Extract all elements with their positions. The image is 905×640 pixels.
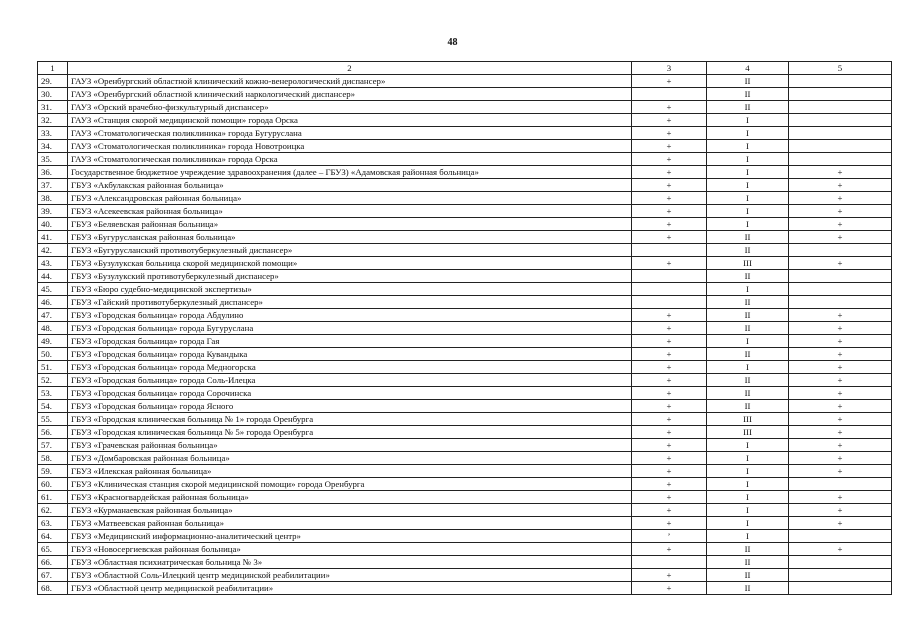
table-row bbox=[38, 166, 892, 179]
level-value: I bbox=[707, 114, 789, 127]
level-value: II bbox=[707, 309, 789, 322]
row-number: 47. bbox=[38, 309, 68, 322]
column-5-mark: + bbox=[789, 387, 892, 400]
table-row bbox=[38, 413, 892, 426]
facility-name: ГБУЗ «Бузулукский противотуберкулезный диспансер» bbox=[68, 270, 632, 283]
column-3-mark: + bbox=[632, 582, 707, 595]
level-value: I bbox=[707, 192, 789, 205]
level-value: II bbox=[707, 374, 789, 387]
column-header-2: 2 bbox=[68, 62, 632, 75]
facility-name: ГБУЗ «Матвеевская районная больница» bbox=[68, 517, 632, 530]
column-3-mark: + bbox=[632, 478, 707, 491]
column-3-mark: + bbox=[632, 439, 707, 452]
row-number: 64. bbox=[38, 530, 68, 543]
column-header-5: 5 bbox=[789, 62, 892, 75]
column-3-mark: + bbox=[632, 569, 707, 582]
level-value: II bbox=[707, 231, 789, 244]
row-number: 40. bbox=[38, 218, 68, 231]
column-3-mark: + bbox=[632, 140, 707, 153]
facility-name: ГБУЗ «Бюро судебно-медицинской экспертизы» bbox=[68, 283, 632, 296]
row-number: 56. bbox=[38, 426, 68, 439]
column-5-mark: + bbox=[789, 179, 892, 192]
facility-name: ГБУЗ «Илекская районная больница» bbox=[68, 465, 632, 478]
column-3-mark: + bbox=[632, 218, 707, 231]
column-3-mark: + bbox=[632, 361, 707, 374]
column-5-mark: + bbox=[789, 439, 892, 452]
table-row bbox=[38, 530, 892, 543]
facility-name: ГБУЗ «Областной центр медицинской реабилитации» bbox=[68, 582, 632, 595]
facilities-table bbox=[37, 61, 892, 595]
table-row bbox=[38, 283, 892, 296]
column-5-mark bbox=[789, 153, 892, 166]
column-3-mark: + bbox=[632, 309, 707, 322]
table-row bbox=[38, 192, 892, 205]
column-3-mark: + bbox=[632, 465, 707, 478]
facility-name: ГБУЗ «Городская больница» города Кувандыка bbox=[68, 348, 632, 361]
facility-name: ГАУЗ «Стоматологическая поликлиника» города Бугуруслана bbox=[68, 127, 632, 140]
level-value: II bbox=[707, 400, 789, 413]
column-3-mark: ’ bbox=[632, 530, 707, 543]
row-number: 51. bbox=[38, 361, 68, 374]
row-number: 52. bbox=[38, 374, 68, 387]
level-value: I bbox=[707, 127, 789, 140]
table-row bbox=[38, 88, 892, 101]
row-number: 42. bbox=[38, 244, 68, 257]
row-number: 59. bbox=[38, 465, 68, 478]
column-5-mark: + bbox=[789, 491, 892, 504]
table-row bbox=[38, 218, 892, 231]
table-row bbox=[38, 361, 892, 374]
facility-name: ГБУЗ «Бузулукская больница скорой медицинской помощи» bbox=[68, 257, 632, 270]
facility-name: ГБУЗ «Городская больница» города Соль-Илецка bbox=[68, 374, 632, 387]
facility-name: ГБУЗ «Александровская районная больница» bbox=[68, 192, 632, 205]
column-3-mark: + bbox=[632, 257, 707, 270]
column-5-mark bbox=[789, 101, 892, 114]
column-3-mark bbox=[632, 556, 707, 569]
level-value: II bbox=[707, 387, 789, 400]
facility-name: ГБУЗ «Городская клиническая больница № 1» города Оренбурга bbox=[68, 413, 632, 426]
facility-name: ГБУЗ «Красногвардейская районная больница» bbox=[68, 491, 632, 504]
row-number: 37. bbox=[38, 179, 68, 192]
level-value: I bbox=[707, 218, 789, 231]
column-5-mark: + bbox=[789, 361, 892, 374]
row-number: 32. bbox=[38, 114, 68, 127]
level-value: I bbox=[707, 465, 789, 478]
facility-name: ГБУЗ «Курманаевская районная больница» bbox=[68, 504, 632, 517]
column-3-mark: + bbox=[632, 426, 707, 439]
level-value: II bbox=[707, 270, 789, 283]
column-5-mark bbox=[789, 244, 892, 257]
row-number: 43. bbox=[38, 257, 68, 270]
column-3-mark bbox=[632, 283, 707, 296]
level-value: II bbox=[707, 75, 789, 88]
column-5-mark: + bbox=[789, 465, 892, 478]
table-row bbox=[38, 153, 892, 166]
row-number: 53. bbox=[38, 387, 68, 400]
table-row bbox=[38, 569, 892, 582]
column-3-mark: + bbox=[632, 400, 707, 413]
table-row bbox=[38, 101, 892, 114]
column-3-mark: + bbox=[632, 153, 707, 166]
column-5-mark: + bbox=[789, 517, 892, 530]
facility-name: ГБУЗ «Асекеевская районная больница» bbox=[68, 205, 632, 218]
row-number: 34. bbox=[38, 140, 68, 153]
table-row bbox=[38, 582, 892, 595]
table-row bbox=[38, 75, 892, 88]
facility-name: ГБУЗ «Городская больница» города Медногорска bbox=[68, 361, 632, 374]
facility-name: ГБУЗ «Бугурусланская районная больница» bbox=[68, 231, 632, 244]
level-value: I bbox=[707, 439, 789, 452]
facility-name: ГБУЗ «Городская клиническая больница № 5» города Оренбурга bbox=[68, 426, 632, 439]
facility-name: ГАУЗ «Стоматологическая поликлиника» города Орска bbox=[68, 153, 632, 166]
row-number: 35. bbox=[38, 153, 68, 166]
facility-name: ГАУЗ «Стоматологическая поликлиника» города Новотроицка bbox=[68, 140, 632, 153]
column-3-mark: + bbox=[632, 374, 707, 387]
column-5-mark bbox=[789, 569, 892, 582]
table-row bbox=[38, 465, 892, 478]
table-row bbox=[38, 517, 892, 530]
facility-name: ГБУЗ «Беляевская районная больница» bbox=[68, 218, 632, 231]
column-3-mark: + bbox=[632, 491, 707, 504]
column-5-mark bbox=[789, 283, 892, 296]
table-row bbox=[38, 374, 892, 387]
column-5-mark: + bbox=[789, 400, 892, 413]
level-value: I bbox=[707, 205, 789, 218]
column-5-mark bbox=[789, 88, 892, 101]
column-5-mark bbox=[789, 75, 892, 88]
row-number: 31. bbox=[38, 101, 68, 114]
facility-name: ГАУЗ «Оренбургский областной клинический наркологический диспансер» bbox=[68, 88, 632, 101]
table-row bbox=[38, 426, 892, 439]
column-header-3: 3 bbox=[632, 62, 707, 75]
column-3-mark: + bbox=[632, 179, 707, 192]
facility-name: ГБУЗ «Областной Соль-Илецкий центр медицинской реабилитации» bbox=[68, 569, 632, 582]
column-3-mark: + bbox=[632, 322, 707, 335]
facility-name: ГБУЗ «Клиническая станция скорой медицинской помощи» города Оренбурга bbox=[68, 478, 632, 491]
row-number: 61. bbox=[38, 491, 68, 504]
column-5-mark: + bbox=[789, 192, 892, 205]
page-number: 48 bbox=[447, 37, 458, 48]
row-number: 44. bbox=[38, 270, 68, 283]
column-5-mark bbox=[789, 582, 892, 595]
level-value: I bbox=[707, 478, 789, 491]
facility-name: ГБУЗ «Городская больница» города Гая bbox=[68, 335, 632, 348]
level-value: II bbox=[707, 582, 789, 595]
row-number: 41. bbox=[38, 231, 68, 244]
table-row bbox=[38, 296, 892, 309]
level-value: I bbox=[707, 335, 789, 348]
facility-name: ГБУЗ «Новосергиевская районная больница» bbox=[68, 543, 632, 556]
table-row bbox=[38, 452, 892, 465]
column-3-mark: + bbox=[632, 517, 707, 530]
facility-name: Государственное бюджетное учреждение здравоохранения (далее – ГБУЗ) «Адамовская районная больница» bbox=[68, 166, 632, 179]
facility-name: ГБУЗ «Домбаровская районная больница» bbox=[68, 452, 632, 465]
level-value: I bbox=[707, 140, 789, 153]
table-row bbox=[38, 205, 892, 218]
table-row bbox=[38, 491, 892, 504]
row-number: 67. bbox=[38, 569, 68, 582]
level-value: II bbox=[707, 556, 789, 569]
column-3-mark: + bbox=[632, 205, 707, 218]
column-5-mark: + bbox=[789, 335, 892, 348]
column-5-mark bbox=[789, 478, 892, 491]
table-row bbox=[38, 322, 892, 335]
table-row bbox=[38, 257, 892, 270]
level-value: II bbox=[707, 296, 789, 309]
column-3-mark: + bbox=[632, 101, 707, 114]
column-header-1: 1 bbox=[38, 62, 68, 75]
facility-name: ГБУЗ «Гайский противотуберкулезный диспансер» bbox=[68, 296, 632, 309]
row-number: 65. bbox=[38, 543, 68, 556]
column-5-mark bbox=[789, 140, 892, 153]
table-header-row bbox=[38, 62, 892, 75]
row-number: 38. bbox=[38, 192, 68, 205]
table-row bbox=[38, 439, 892, 452]
column-5-mark: + bbox=[789, 166, 892, 179]
column-5-mark: + bbox=[789, 257, 892, 270]
column-3-mark: + bbox=[632, 75, 707, 88]
column-3-mark: + bbox=[632, 166, 707, 179]
table-row bbox=[38, 114, 892, 127]
row-number: 58. bbox=[38, 452, 68, 465]
column-5-mark: + bbox=[789, 322, 892, 335]
table-row bbox=[38, 504, 892, 517]
row-number: 57. bbox=[38, 439, 68, 452]
column-5-mark bbox=[789, 556, 892, 569]
level-value: II bbox=[707, 101, 789, 114]
table-row bbox=[38, 231, 892, 244]
facility-name: ГАУЗ «Орский врачебно-физкультурный диспансер» bbox=[68, 101, 632, 114]
column-3-mark: + bbox=[632, 543, 707, 556]
row-number: 54. bbox=[38, 400, 68, 413]
column-5-mark bbox=[789, 530, 892, 543]
column-5-mark: + bbox=[789, 309, 892, 322]
column-5-mark: + bbox=[789, 543, 892, 556]
column-3-mark: + bbox=[632, 335, 707, 348]
column-3-mark: + bbox=[632, 348, 707, 361]
row-number: 60. bbox=[38, 478, 68, 491]
table-row bbox=[38, 335, 892, 348]
column-5-mark: + bbox=[789, 374, 892, 387]
row-number: 66. bbox=[38, 556, 68, 569]
table-row bbox=[38, 179, 892, 192]
column-5-mark bbox=[789, 127, 892, 140]
table-row bbox=[38, 387, 892, 400]
facility-name: ГБУЗ «Городская больница» города Ясного bbox=[68, 400, 632, 413]
column-header-4: 4 bbox=[707, 62, 789, 75]
table-row bbox=[38, 400, 892, 413]
level-value: III bbox=[707, 413, 789, 426]
column-5-mark: + bbox=[789, 348, 892, 361]
table-row bbox=[38, 127, 892, 140]
column-3-mark bbox=[632, 296, 707, 309]
column-3-mark: + bbox=[632, 127, 707, 140]
column-5-mark: + bbox=[789, 413, 892, 426]
column-3-mark: + bbox=[632, 387, 707, 400]
row-number: 29. bbox=[38, 75, 68, 88]
column-3-mark bbox=[632, 270, 707, 283]
facility-name: ГБУЗ «Медицинский информационно-аналитический центр» bbox=[68, 530, 632, 543]
facility-name: ГБУЗ «Бугурусланский противотуберкулезный диспансер» bbox=[68, 244, 632, 257]
facility-name: ГБУЗ «Городская больница» города Сорочинска bbox=[68, 387, 632, 400]
column-3-mark: + bbox=[632, 231, 707, 244]
table-row bbox=[38, 140, 892, 153]
row-number: 48. bbox=[38, 322, 68, 335]
level-value: II bbox=[707, 88, 789, 101]
table-row bbox=[38, 348, 892, 361]
facility-name: ГБУЗ «Городская больница» города Абдулино bbox=[68, 309, 632, 322]
level-value: II bbox=[707, 244, 789, 257]
level-value: II bbox=[707, 569, 789, 582]
column-3-mark: + bbox=[632, 413, 707, 426]
level-value: I bbox=[707, 361, 789, 374]
column-3-mark: + bbox=[632, 452, 707, 465]
row-number: 36. bbox=[38, 166, 68, 179]
table-row bbox=[38, 556, 892, 569]
table-row bbox=[38, 309, 892, 322]
column-5-mark bbox=[789, 270, 892, 283]
row-number: 33. bbox=[38, 127, 68, 140]
column-5-mark: + bbox=[789, 452, 892, 465]
level-value: I bbox=[707, 452, 789, 465]
level-value: I bbox=[707, 166, 789, 179]
column-5-mark: + bbox=[789, 426, 892, 439]
level-value: II bbox=[707, 322, 789, 335]
level-value: II bbox=[707, 348, 789, 361]
row-number: 30. bbox=[38, 88, 68, 101]
row-number: 45. bbox=[38, 283, 68, 296]
level-value: III bbox=[707, 257, 789, 270]
column-5-mark bbox=[789, 296, 892, 309]
row-number: 68. bbox=[38, 582, 68, 595]
table-row bbox=[38, 270, 892, 283]
column-5-mark bbox=[789, 114, 892, 127]
facility-name: ГАУЗ «Станция скорой медицинской помощи» города Орска bbox=[68, 114, 632, 127]
level-value: I bbox=[707, 530, 789, 543]
row-number: 62. bbox=[38, 504, 68, 517]
column-5-mark: + bbox=[789, 504, 892, 517]
row-number: 55. bbox=[38, 413, 68, 426]
table-row bbox=[38, 478, 892, 491]
facility-name: ГАУЗ «Оренбургский областной клинический кожно-венерологический диспансер» bbox=[68, 75, 632, 88]
column-3-mark: + bbox=[632, 114, 707, 127]
level-value: I bbox=[707, 179, 789, 192]
table-row bbox=[38, 244, 892, 257]
row-number: 39. bbox=[38, 205, 68, 218]
column-3-mark bbox=[632, 244, 707, 257]
level-value: I bbox=[707, 283, 789, 296]
level-value: III bbox=[707, 426, 789, 439]
level-value: I bbox=[707, 504, 789, 517]
column-5-mark: + bbox=[789, 205, 892, 218]
row-number: 46. bbox=[38, 296, 68, 309]
column-3-mark: + bbox=[632, 192, 707, 205]
level-value: II bbox=[707, 543, 789, 556]
facility-name: ГБУЗ «Грачевская районная больница» bbox=[68, 439, 632, 452]
table-row bbox=[38, 543, 892, 556]
column-3-mark bbox=[632, 88, 707, 101]
facility-name: ГБУЗ «Городская больница» города Бугуруслана bbox=[68, 322, 632, 335]
row-number: 63. bbox=[38, 517, 68, 530]
level-value: I bbox=[707, 517, 789, 530]
row-number: 49. bbox=[38, 335, 68, 348]
level-value: I bbox=[707, 491, 789, 504]
level-value: I bbox=[707, 153, 789, 166]
column-5-mark: + bbox=[789, 218, 892, 231]
facility-name: ГБУЗ «Акбулакская районная больница» bbox=[68, 179, 632, 192]
column-5-mark: + bbox=[789, 231, 892, 244]
facility-name: ГБУЗ «Областная психиатрическая больница № 3» bbox=[68, 556, 632, 569]
row-number: 50. bbox=[38, 348, 68, 361]
column-3-mark: + bbox=[632, 504, 707, 517]
